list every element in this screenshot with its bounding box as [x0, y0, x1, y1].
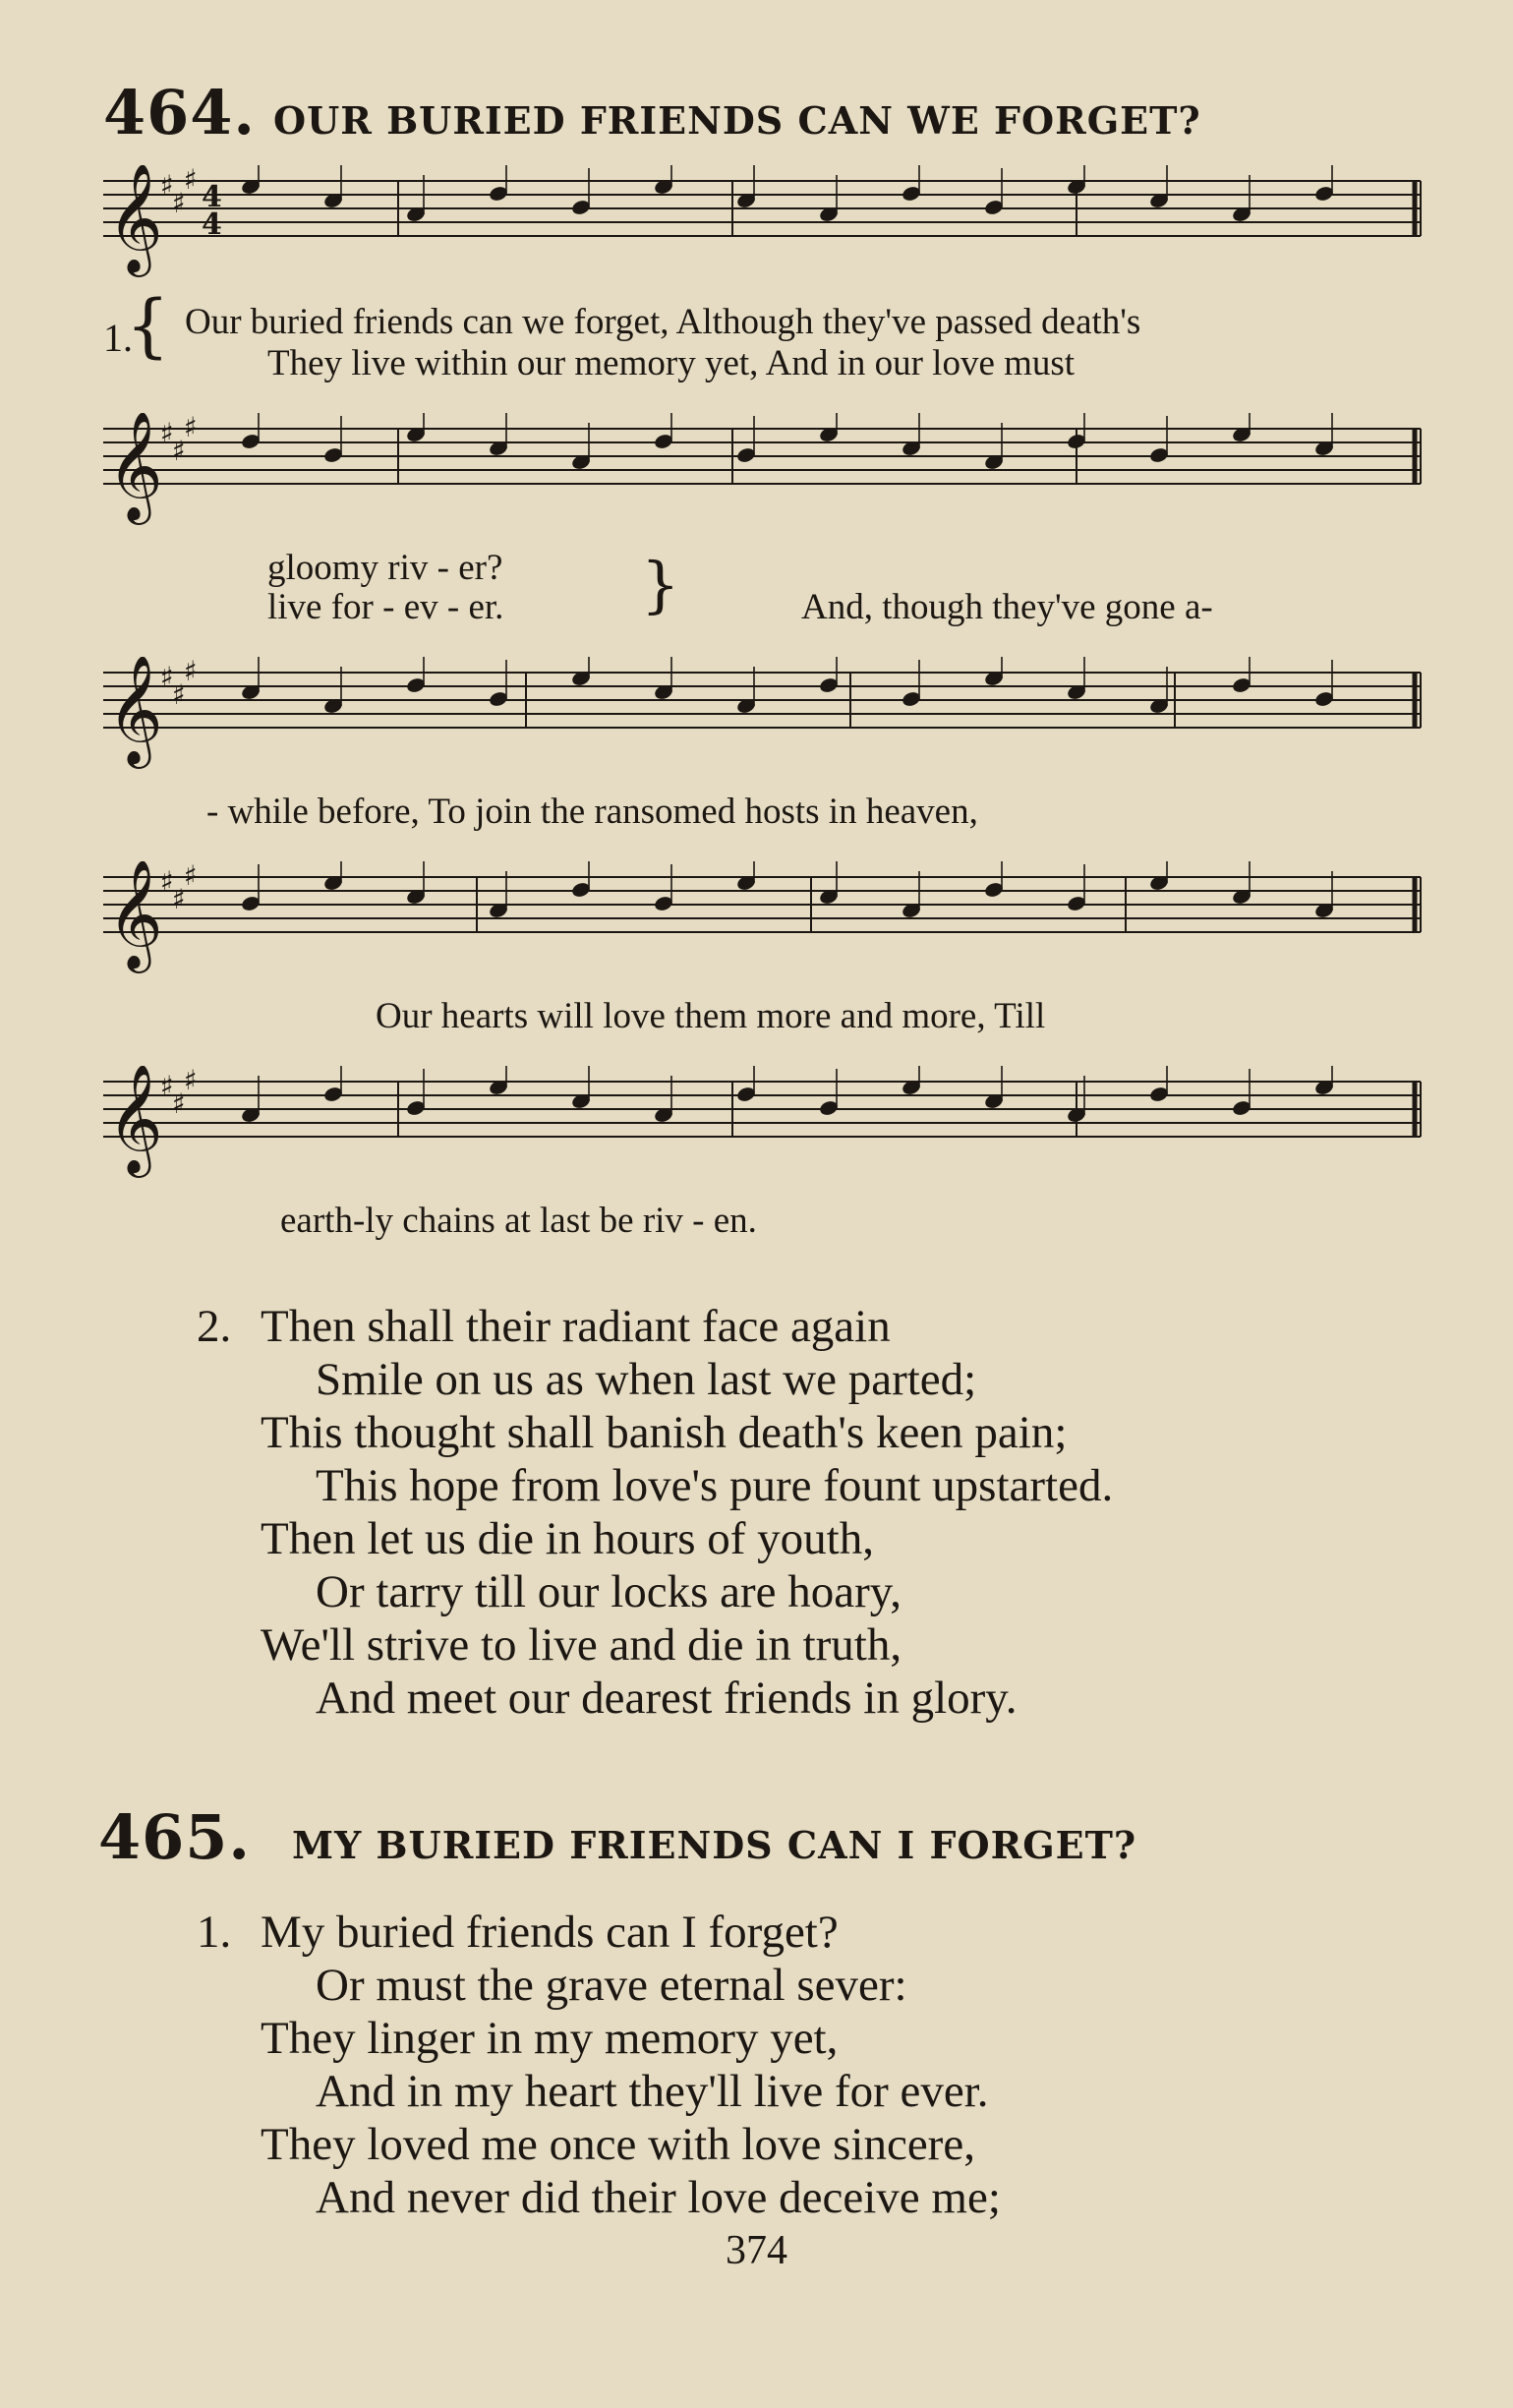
- lyric-line-5: earth-ly chains at last be riv - en.: [280, 1201, 757, 1241]
- sharp-icon: ♯: [184, 413, 198, 443]
- sharp-icon: ♯: [172, 678, 186, 711]
- lyric-line-4: Our hearts will love them more and more, Till: [376, 996, 1046, 1036]
- time-signature-icon: 4: [202, 180, 222, 214]
- verse-line: Smile on us as when last we parted;: [316, 1354, 977, 1405]
- lyric-line-2c: And, though they've gone a-: [801, 587, 1213, 627]
- verse-line: This hope from love's pure fount upstarted.: [316, 1460, 1114, 1511]
- verse-line: And meet our dearest friends in glory.: [316, 1673, 1018, 1724]
- verse-line: They loved me once with love sincere,: [261, 2119, 975, 2170]
- treble-clef-icon: 𝄞: [107, 413, 163, 520]
- verse-brace-icon: {: [126, 285, 170, 366]
- lyric-line-3: - while before, To join the ransomed hosts in heaven,: [206, 792, 978, 832]
- lyric-line-2b: live for - ev - er.: [267, 587, 504, 627]
- page-number: 374: [726, 2228, 787, 2273]
- sharp-icon: ♯: [184, 657, 198, 687]
- music-system-3: [103, 657, 1435, 785]
- music-system-5: [103, 1066, 1435, 1194]
- sharp-icon: ♯: [172, 1087, 186, 1120]
- hymn-464-verse-2: [261, 1300, 1113, 1725]
- verse-line: Then let us die in hours of youth,: [261, 1513, 874, 1564]
- music-system-1: [103, 165, 1435, 293]
- sharp-icon: ♯: [160, 1070, 174, 1102]
- staff-5: [103, 1066, 1435, 1194]
- treble-clef-icon: 𝄞: [107, 165, 163, 272]
- hymn-465-header: [98, 1801, 1136, 1873]
- time-signature-icon: 4: [202, 207, 222, 242]
- staff-2: [103, 413, 1435, 541]
- treble-clef-icon: 𝄞: [107, 1066, 163, 1173]
- treble-clef-icon: 𝄞: [107, 657, 163, 764]
- staff-4: [103, 861, 1435, 989]
- sharp-icon: ♯: [172, 435, 186, 467]
- hymn-464-header: [103, 77, 1201, 148]
- verse-line: Then shall their radiant face again: [261, 1301, 891, 1352]
- hymn-465-verse-1: [261, 1906, 1001, 2224]
- treble-clef-icon: 𝄞: [107, 861, 163, 969]
- lyric-line-1b: They live within our memory yet, And in our love must: [267, 343, 1076, 383]
- sharp-icon: ♯: [184, 1066, 198, 1096]
- sharp-icon: ♯: [172, 883, 186, 915]
- sharp-icon: ♯: [160, 865, 174, 898]
- hymn-465-title: MY BURIED FRIENDS CAN I FORGET?: [292, 1823, 1137, 1867]
- hymn-464-title: OUR BURIED FRIENDS CAN WE FORGET?: [273, 98, 1201, 143]
- verse-line: Or must the grave eternal sever:: [316, 1960, 907, 2011]
- sharp-icon: ♯: [160, 417, 174, 449]
- lyric-line-1a: Our buried friends can we forget, Although they've passed death's: [185, 302, 1141, 342]
- lyric-line-2a: gloomy riv - er?: [267, 548, 503, 588]
- hymn-464-verse-marker: 1.: [103, 316, 133, 360]
- verse-line: They linger in my memory yet,: [261, 2013, 839, 2064]
- hymn-465-verse-1-number: 1.: [197, 1907, 232, 1958]
- hymn-464-number: 464.: [103, 77, 257, 148]
- verse-line: And in my heart they'll live for ever.: [316, 2066, 989, 2117]
- staff-3: [103, 657, 1435, 785]
- sharp-icon: ♯: [184, 861, 198, 892]
- hymn-464-verse-2-number: 2.: [197, 1301, 232, 1352]
- music-system-4: [103, 861, 1435, 989]
- sharp-icon: ♯: [160, 661, 174, 693]
- sharp-icon: ♯: [160, 169, 174, 202]
- verse-line: Or tarry till our locks are hoary,: [316, 1566, 902, 1617]
- verse-line: My buried friends can I forget?: [261, 1907, 839, 1958]
- verse-line: And never did their love deceive me;: [316, 2172, 1001, 2223]
- music-system-2: [103, 413, 1435, 541]
- sharp-icon: ♯: [184, 165, 198, 196]
- hymn-465-number: 465.: [98, 1801, 252, 1873]
- sharp-icon: ♯: [172, 187, 186, 219]
- line-brace-icon: }: [641, 549, 680, 620]
- verse-line: This thought shall banish death's keen pain;: [261, 1407, 1068, 1458]
- verse-line: We'll strive to live and die in truth,: [261, 1619, 902, 1671]
- staff-1: [103, 165, 1435, 293]
